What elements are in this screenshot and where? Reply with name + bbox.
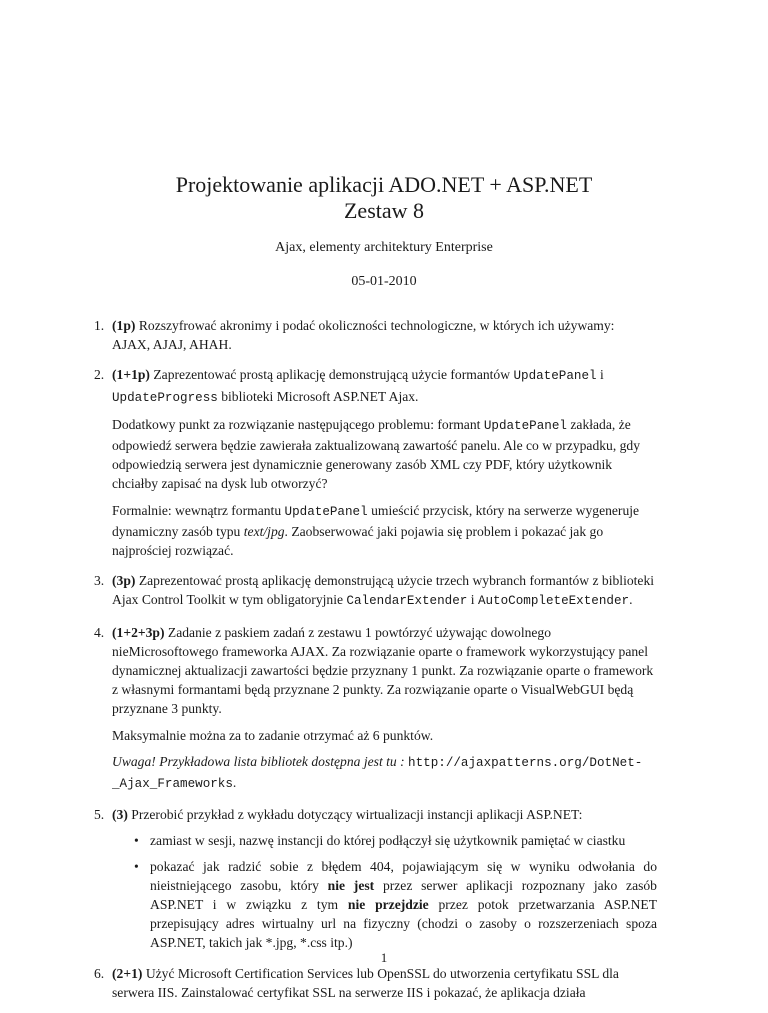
task-3 [94,571,657,611]
task-points: (1+2+3p) [112,624,165,640]
note-link[interactable]: http://ajaxpatterns.org/DotNet-_Ajax_Frameworks [112,755,643,792]
task-points: (2+1) [112,965,143,981]
task-paragraph: Dodatkowy punkt za rozwiązanie następującego problemu: formant UpdatePanel zakłada, że odpowiedź serwera będzie zawierała zaktualizowaną zawartość panelu. Ale co w przypadku, gdy odpowiedzią serwera jest dynamicznie generowany zasób XML czy PDF, który użytkownik chciałby zapisać na dysk lub otworzyć? [112,416,641,492]
page-number: 1 [380,950,388,965]
task-2 [94,365,657,560]
task-points: (3p) [112,573,136,589]
task-number: 2. [94,367,105,383]
bullet-list [112,831,657,952]
note-emphasis: Uwaga! Przykładowa lista bibliotek dostępna jest tu : [112,753,405,769]
task-5 [94,805,658,952]
task-list [94,316,658,1013]
task-1 [94,316,657,354]
date: 05-01-2010 [351,274,417,289]
task-6 [94,964,657,1002]
task-paragraph: (3p) Zaprezentować prostą aplikację demonstrującą użycie trzech wybranch formantów z biblioteki Ajax Control Toolkit w tym obligatoryjnie CalendarExtender i AutoCompleteExtender. [112,573,655,609]
task-points: (1+1p) [112,367,150,383]
task-4 [94,623,657,795]
emphasis: text/jpg [243,523,285,539]
code-term: UpdatePanel [513,369,597,384]
task-points: (3) [112,807,128,823]
task-paragraph: (1+2+3p) Zadanie z paskiem zadań z zestawu 1 powtórzyć używając dowolnego nieMicrosoftowego frameworka AJAX. Za rozwiązanie oparte o framework wykorzystujący panel dynamicznej aktualizacji zawartości będzie przyznany 1 punkt. Za rozwiązanie oparte o framework z własnymi formantami będą przyznane 2 punkty. Za rozwiązanie oparte o VisualWebGUI będą przyznane 3 punkty. [112,624,654,717]
task-text: (1p) Rozszyfrować akronimy i podać okoliczności technologiczne, w których ich używamy: AJAX, AJAJ, AHAH. [112,318,615,353]
task-paragraph: Maksymalnie można za to zadanie otrzymać aż 6 punktów. [112,727,434,743]
task-number: 3. [94,573,105,589]
list-item: • pokazać jak radzić sobie z błędem 404, pojawiającym się w wyniku odwołania do nieistniejącego zasobu, który nie jest przez serwer aplikacji rozpoznany jako zasób ASP.NET i w związku z tym nie przejdzie przez potok przetwarzania ASP.NET przepisujący adres wirtualny url na fizyczny (chodzi o zasoby o rozszerzeniach spoza ASP.NET, takich jak *.jpg, *.css itp.) [150,857,657,953]
task-paragraph: Formalnie: wewnątrz formantu UpdatePanel umieścić przycisk, który na serwerze wygeneruje dynamiczny zasób typu text/jpg. Zaobserwować jaki pojawia się problem i pokazać jak go najprościej rozwiązać. [112,502,640,559]
task-number: 6. [94,965,105,981]
task-paragraph: (2+1) Użyć Microsoft Certification Services lub OpenSSL do utworzenia certyfikatu SSL dla serwera IIS. Zainstalować certyfikat SSL na serwerze IIS i pokazać, że aplikacja działa [112,965,619,1000]
task-number: 4. [94,624,105,640]
task-paragraph: (1+1p) Zaprezentować prostą aplikację demonstrującą użycie formantów UpdatePanel i UpdateProgress biblioteki Microsoft ASP.NET Ajax. [112,367,604,405]
task-number: 5. [94,807,105,823]
code-term: UpdateProgress [112,390,218,405]
code-term: UpdatePanel [483,418,567,433]
title-line-1: Projektowanie aplikacji ADO.NET + ASP.NET [175,172,593,197]
code-term: UpdatePanel [284,504,368,519]
title-line-2: Zestaw 8 [343,198,425,223]
task-note: Uwaga! Przykładowa lista bibliotek dostępna jest tu : http://ajaxpatterns.org/DotNet-_Ajax_Frameworks. [112,753,643,792]
list-item: • zamiast w sesji, nazwę instancji do której podłączył się użytkownik pamiętać w ciastku [150,831,657,850]
code-term: AutoCompleteExtender [477,594,630,609]
task-number: 1. [94,318,105,333]
task-points: (1p) [112,318,136,333]
subtitle: Ajax, elementy architektury Enterprise [275,240,493,255]
task-paragraph: (3) Przerobić przykład z wykładu dotyczący wirtualizacji instancji aplikacji ASP.NET: [112,807,583,823]
code-term: CalendarExtender [346,594,468,609]
page-title [0,172,768,224]
